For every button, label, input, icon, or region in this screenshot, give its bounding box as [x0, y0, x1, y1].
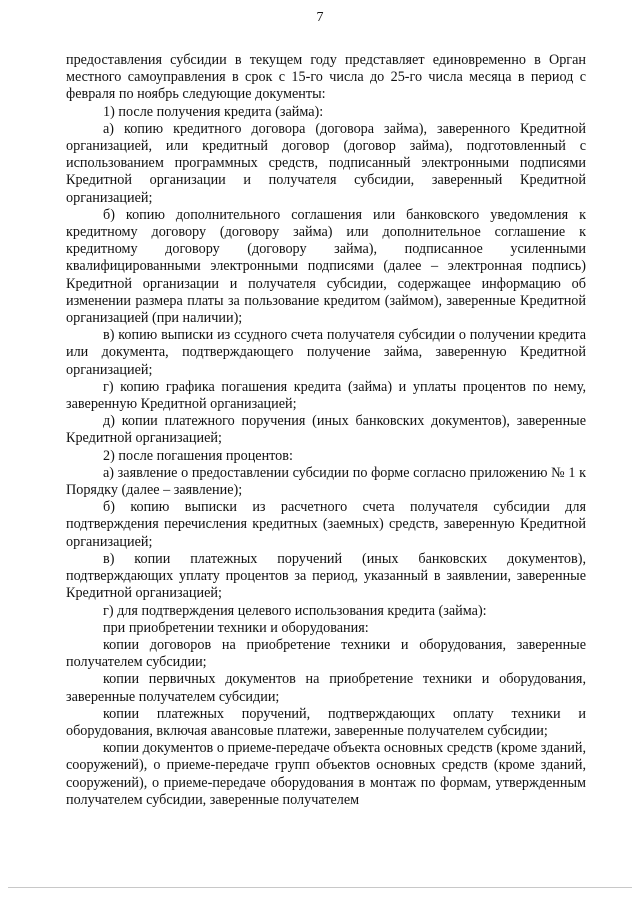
document-body	[66, 52, 586, 809]
paragraph: предоставления субсидии в текущем году представляет единовременно в Орган местного самоуправления в срок с 15-го числа до 25-го числа месяца в период с февраля по ноябрь следующие документы:	[66, 52, 586, 103]
paragraph: при приобретении техники и оборудования:	[103, 619, 369, 636]
paragraph: д) копии платежного поручения (иных банковских документов), заверенные Кредитной организацией;	[66, 413, 586, 447]
page-number: 7	[316, 10, 324, 25]
paragraph: а) заявление о предоставлении субсидии по форме согласно приложению № 1 к Порядку (далее – заявление);	[66, 464, 586, 499]
paragraph: копии платежных поручений, подтверждающих оплату техники и оборудования, включая авансовые платежи, заверенные получателем субсидии;	[66, 705, 586, 739]
paragraph: в) копии платежных поручений (иных банковских документов), подтверждающих уплату процентов за период, указанный в заявлении, заверенные Кредитной организацией;	[66, 550, 586, 602]
paragraph: 1) после получения кредита (займа):	[103, 103, 324, 120]
paragraph: 2) после погашения процентов:	[103, 447, 293, 464]
paragraph: а) копию кредитного договора (договора займа), заверенного Кредитной организацией, или кредитный договор (договор займа), подготовленный с использованием программных средств, подписанный электронными подписями Кредитной организации и получателя субсидии, заверенный Кредитной организацией;	[66, 120, 586, 206]
paragraph: г) для подтверждения целевого использования кредита (займа):	[103, 602, 487, 619]
page-bottom-divider	[8, 887, 632, 888]
paragraph: копии первичных документов на приобретение техники и оборудования, заверенные получателем субсидии;	[66, 671, 586, 705]
paragraph: копии договоров на приобретение техники и оборудования, заверенные получателем субсидии;	[66, 636, 586, 671]
paragraph: г) копию графика погашения кредита (займа) и уплаты процентов по нему, заверенную Кредитной организацией;	[66, 378, 586, 413]
paragraph: копии документов о приеме-передаче объекта основных средств (кроме зданий, сооружений), о приеме-передаче групп объектов основных средств (кроме зданий, сооружений), о приеме-передаче оборудования в монтаж по формам, утвержденным получателем субсидии, заверенные получателем	[66, 740, 586, 808]
paragraph: б) копию выписки из расчетного счета получателя субсидии для подтверждения перечисления кредитных (заемных) средств, заверенную Кредитной организацией;	[66, 499, 586, 550]
paragraph: б) копию дополнительного соглашения или банковского уведомления к кредитному договору (договору займа) или дополнительное соглашение к кредитному договору (договору займа), подписанное усиленными квалифицированными электронными подписями (далее – электронная подпись) Кредитной организации и получателя субсидии, содержащее информацию об изменении размера платы за пользование кредитом (займом), заверенные Кредитной организацией (при наличии);	[66, 206, 586, 327]
paragraph: в) копию выписки из ссудного счета получателя субсидии о получении кредита или документа, подтверждающего получение займа, заверенную Кредитной организацией;	[66, 327, 586, 378]
